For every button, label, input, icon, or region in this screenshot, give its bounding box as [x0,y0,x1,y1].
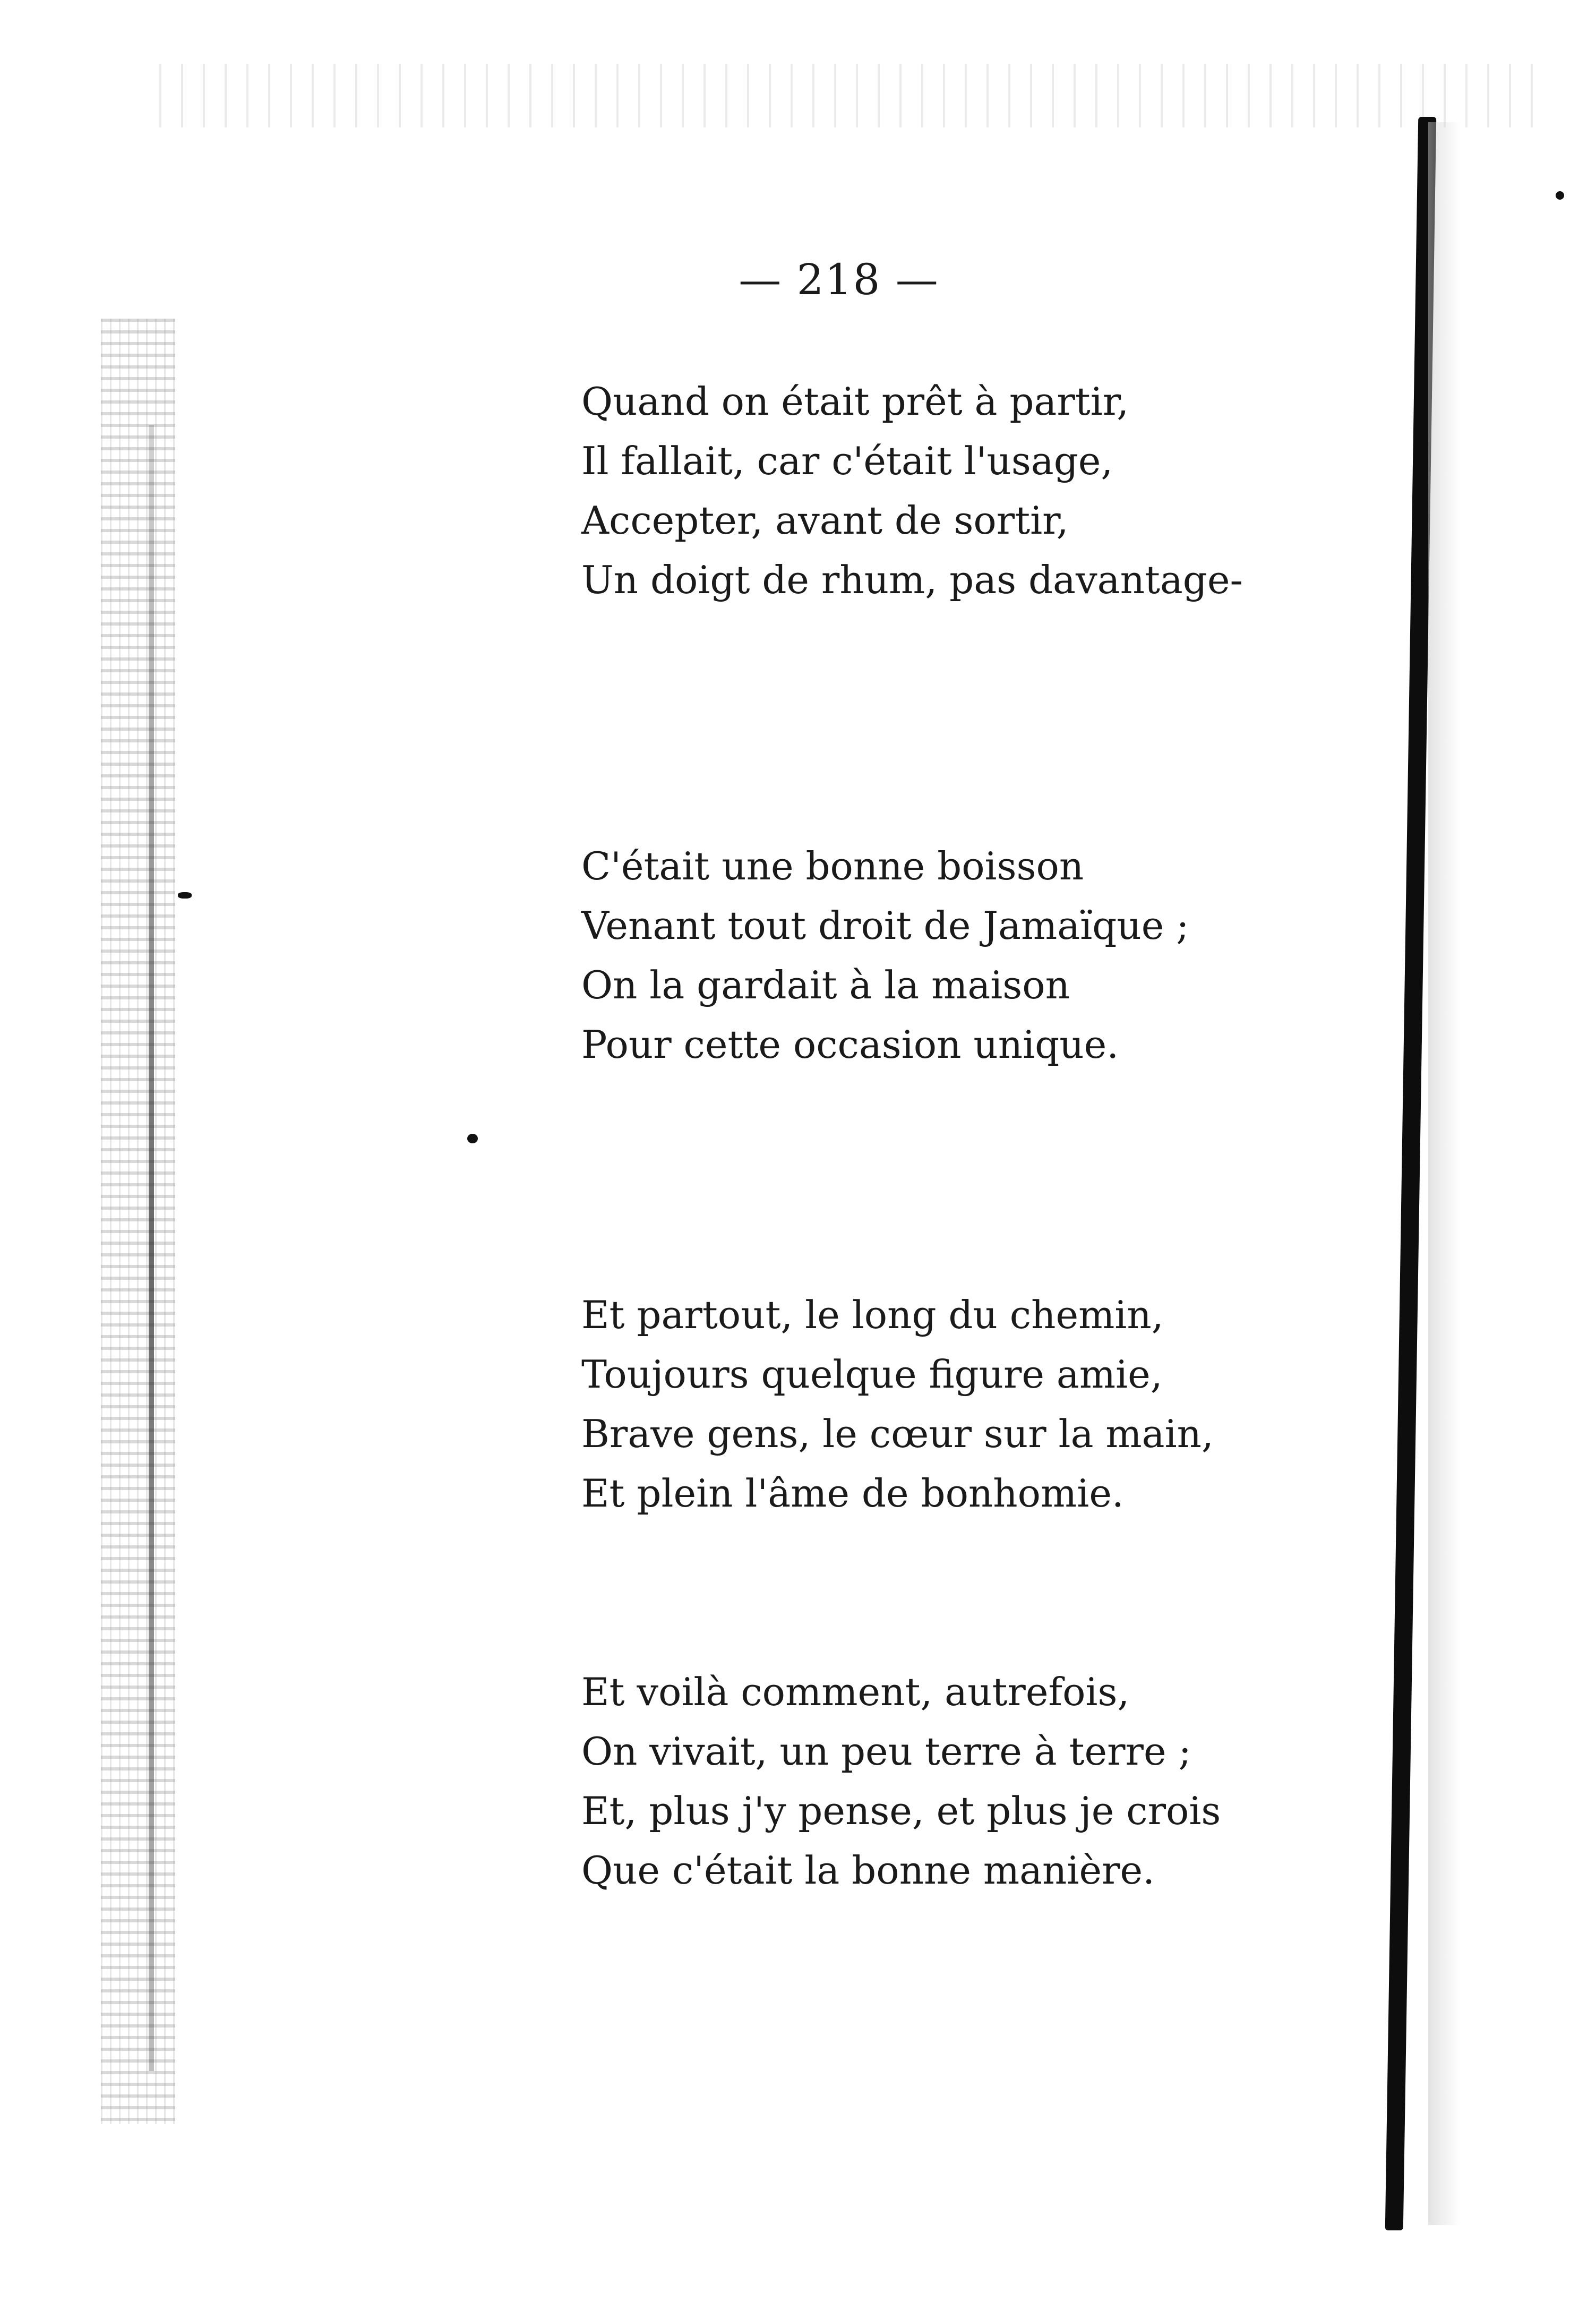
stanza-3 [581,1285,1351,1523]
verse-line: Toujours quelque figure amie, [581,1352,1163,1397]
verse-line: Et partout, le long du chemin, [581,1293,1164,1337]
verse-line: Que c'était la bonne manière. [581,1848,1155,1893]
stanza-1 [581,372,1351,610]
scan-gutter-edge [149,425,154,2071]
verse-line: Pour cette occasion unique. [581,1022,1119,1067]
verse-line: Et voilà comment, autrefois, [581,1670,1130,1714]
page-number: — 218 — [739,255,939,304]
verse-line: Venant tout droit de Jamaïque ; [581,903,1189,948]
verse-line: C'était une bonne boisson [581,844,1084,888]
verse-line: Accepter, avant de sortir, [581,498,1069,543]
binding-shade [1428,122,1460,2225]
verse-line: Il fallait, car c'était l'usage, [581,439,1113,483]
scan-speck [178,892,192,899]
scan-noise-top [159,64,1540,127]
stanza-4 [581,1662,1351,1900]
verse-line: Et plein l'âme de bonhomie. [581,1471,1124,1516]
verse-line: On la gardait à la maison [581,963,1070,1007]
verse-line: Un doigt de rhum, pas davantage- [581,558,1243,602]
scan-speck [1556,191,1564,200]
verse-line: Et, plus j'y pense, et plus je crois [581,1789,1221,1833]
verse-line: On vivait, un peu terre à terre ; [581,1729,1191,1774]
scan-speck [467,1134,478,1143]
verse-line: Quand on était prêt à partir, [581,379,1129,424]
scan-gutter-left [101,319,175,2124]
verse-line: Brave gens, le cœur sur la main, [581,1412,1214,1456]
stanza-2 [581,836,1351,1074]
